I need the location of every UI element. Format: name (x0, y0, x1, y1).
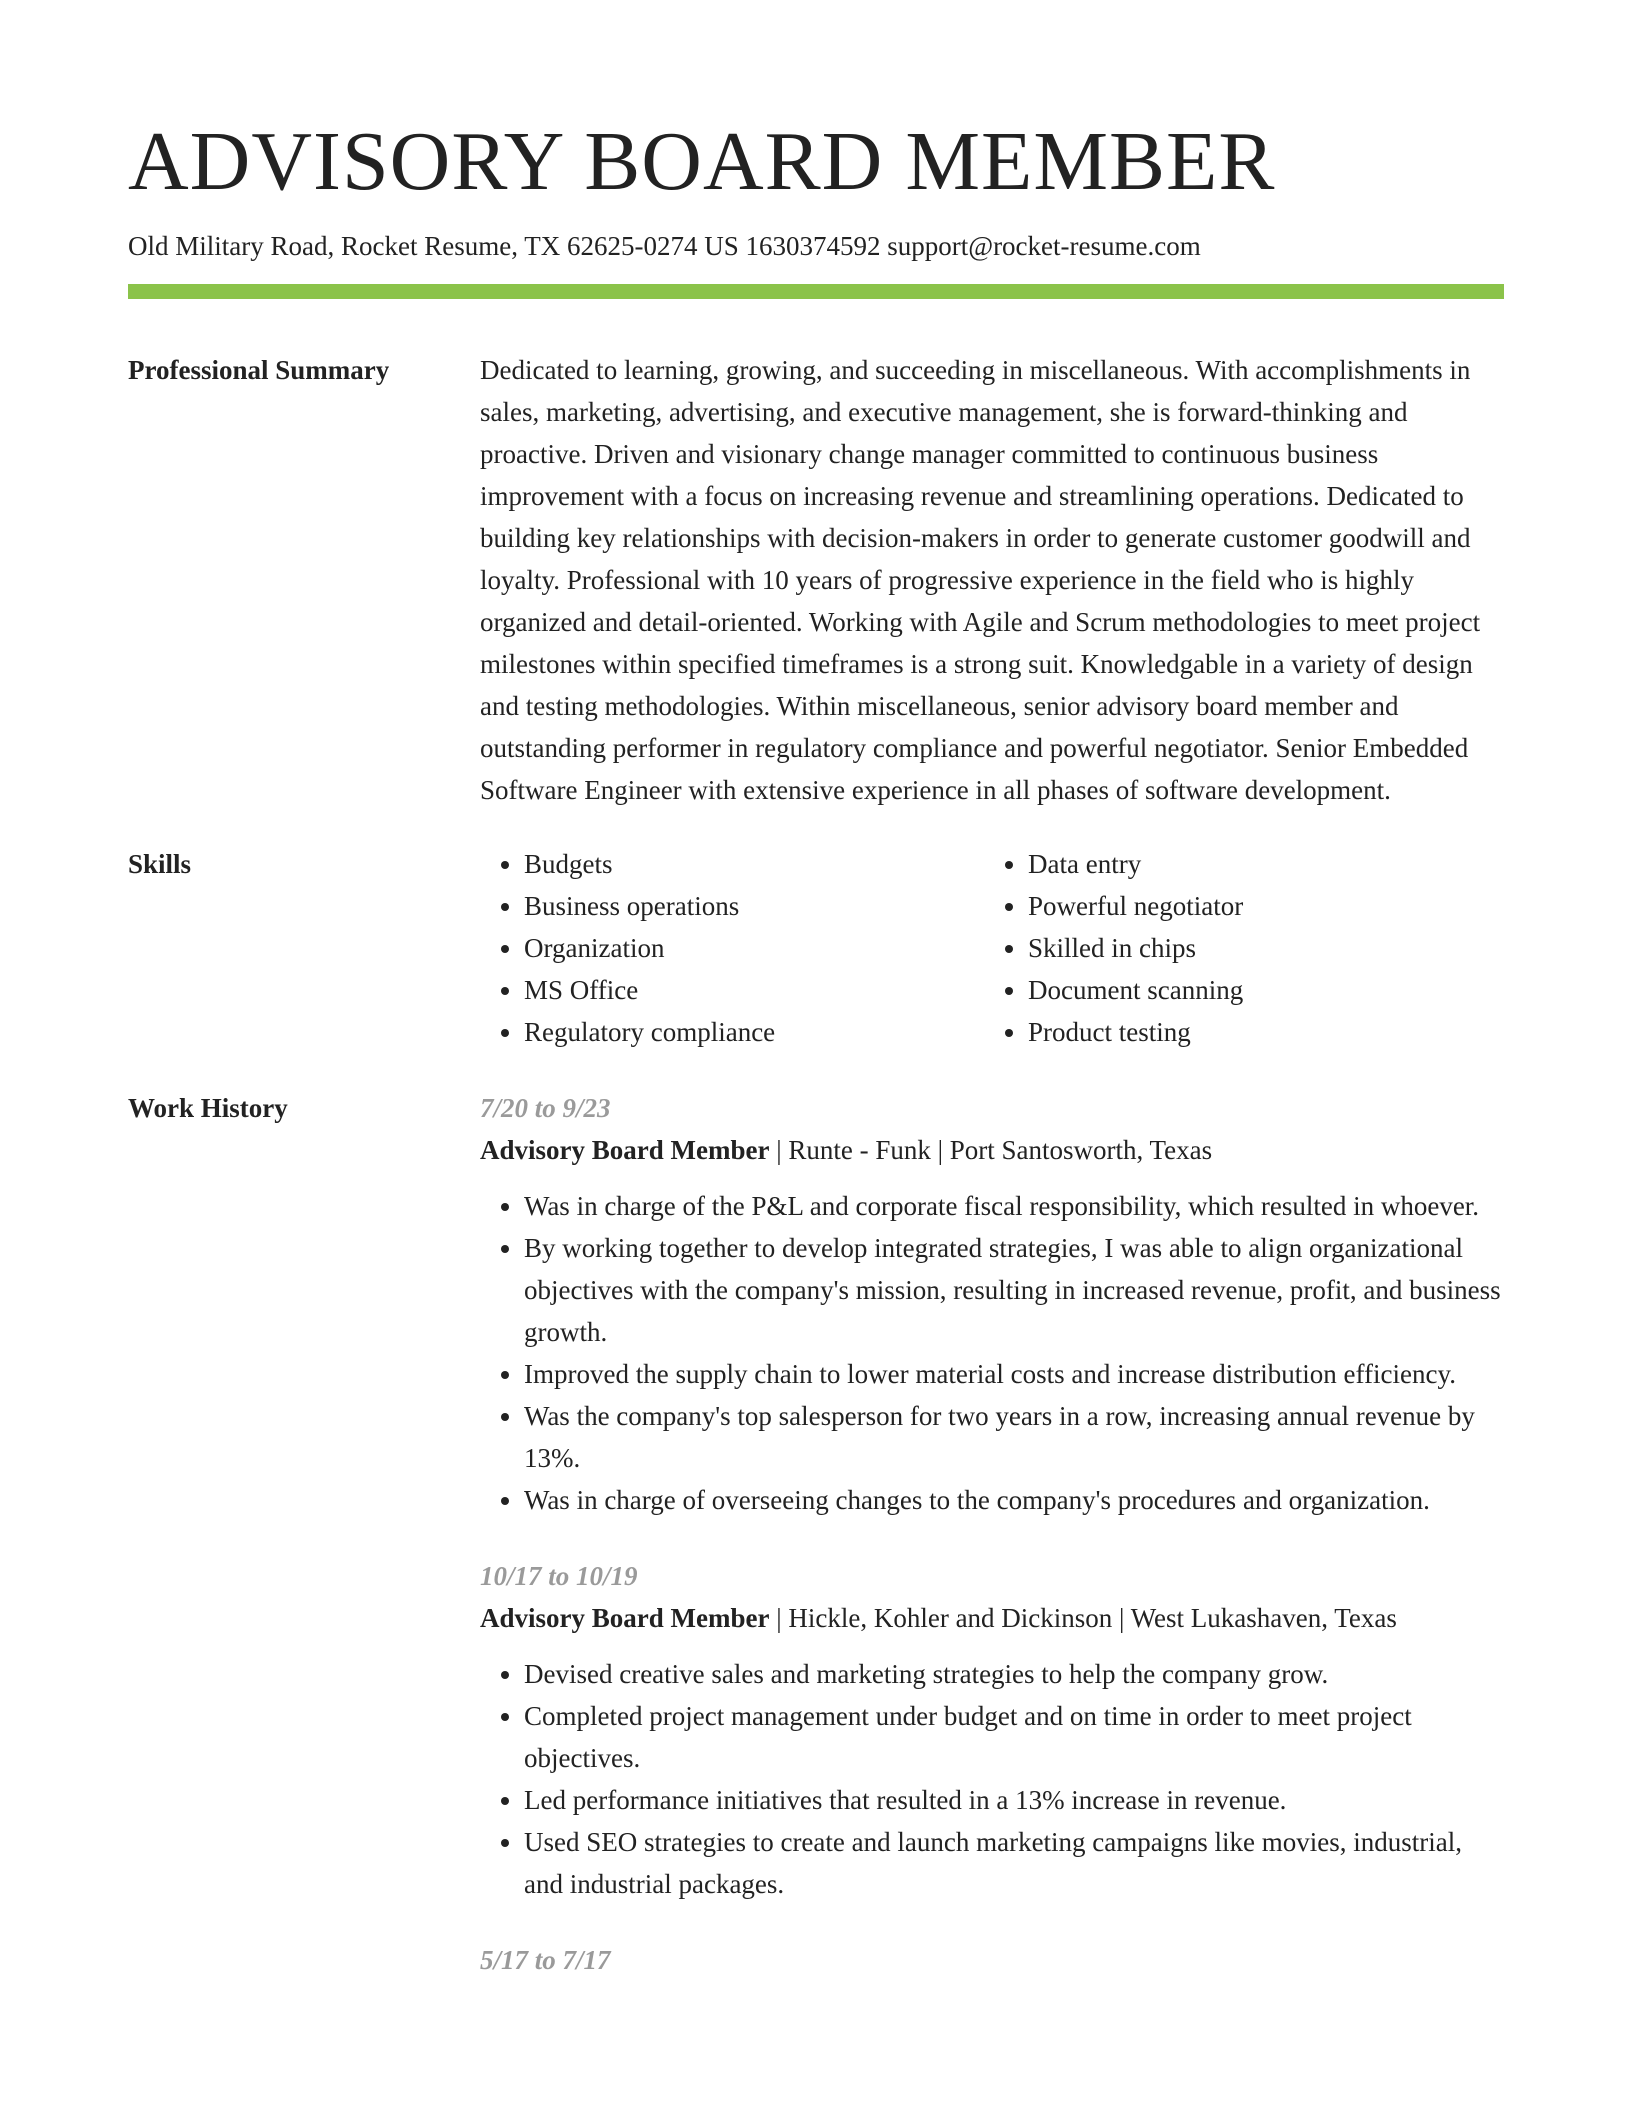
job-bullet: • By working together to develop integrated strategies, I was able to align organizational objectives with the company's mission, resulting in increased revenue, profit, and business growth. (524, 1227, 1504, 1353)
summary-section (128, 349, 1504, 811)
skill-item: • Organization (524, 927, 984, 969)
job-bullet: • Used SEO strategies to create and launch marketing campaigns like movies, industrial, and industrial packages. (524, 1821, 1504, 1905)
skill-item: • MS Office (524, 969, 984, 1011)
summary-heading: Professional Summary (128, 355, 390, 386)
resume-title: ADVISORY BOARD MEMBER (128, 115, 1276, 208)
skills-columns (480, 843, 1504, 1053)
skill-item: • Business operations (524, 885, 984, 927)
job-bullet: • Devised creative sales and marketing strategies to help the company grow. (524, 1653, 1504, 1695)
job-details: | Runte - Funk | Port Santosworth, Texas (769, 1135, 1213, 1166)
skill-item: • Budgets (524, 843, 984, 885)
job-bullet: • Was in charge of the P&L and corporate fiscal responsibility, which resulted in whoever. (524, 1185, 1504, 1227)
skill-item: • Product testing (1028, 1011, 1488, 1053)
skills-list-left (480, 843, 984, 1053)
job-bullet: • Improved the supply chain to lower material costs and increase distribution efficiency. (524, 1353, 1504, 1395)
header-divider (128, 284, 1504, 299)
job-bullets (480, 1653, 1504, 1905)
work-history-section (128, 1087, 1504, 2015)
job-title: Advisory Board Member (480, 1603, 770, 1634)
job-dates: 5/17 to 7/17 (480, 1945, 611, 1976)
skill-item: • Powerful negotiator (1028, 885, 1488, 927)
skill-item: • Skilled in chips (1028, 927, 1488, 969)
contact-line: Old Military Road, Rocket Resume, TX 62625-0274 US 1630374592 support@rocket-resume.com (128, 231, 1201, 261)
job-heading (480, 1597, 1504, 1639)
skill-item: • Document scanning (1028, 969, 1488, 1011)
job-entry (480, 1939, 1504, 1981)
skills-list-right (984, 843, 1488, 1053)
work-history-heading: Work History (128, 1093, 288, 1124)
job-bullet: • Was the company's top salesperson for two years in a row, increasing annual revenue by 13%. (524, 1395, 1504, 1479)
job-details: | Hickle, Kohler and Dickinson | West Lukashaven, Texas (769, 1603, 1397, 1634)
skill-item: • Data entry (1028, 843, 1488, 885)
job-heading (480, 1129, 1504, 1171)
work-history-body (480, 1087, 1504, 2015)
job-bullet: • Was in charge of overseeing changes to the company's procedures and organization. (524, 1479, 1504, 1521)
job-bullets (480, 1185, 1504, 1521)
job-entry (480, 1087, 1504, 1521)
job-title: Advisory Board Member (480, 1135, 770, 1166)
job-bullet: • Completed project management under budget and on time in order to meet project objectives. (524, 1695, 1504, 1779)
skills-heading: Skills (128, 849, 192, 880)
skills-section (128, 843, 1504, 1053)
summary-text: Dedicated to learning, growing, and succeeding in miscellaneous. With accomplishments in sales, marketing, advertising, and executive management, she is forward-thinking and proactive. Driven and visionary change manager committed to continuous business improvement with a focus on increasing revenue and streamlining operations. Dedicated to building key relationships with decision-makers in order to generate customer goodwill and loyalty. Professional with 10 years of progressive experience in the field who is highly organized and detail-oriented. Working with Agile and Scrum methodologies to meet project milestones within specified timeframes is a strong suit. Knowledgable in a variety of design and testing methodologies. Within miscellaneous, senior advisory board member and outstanding performer in regulatory compliance and powerful negotiator. Senior Embedded Software Engineer with extensive experience in all phases of software development. (480, 355, 1481, 806)
skill-item: • Regulatory compliance (524, 1011, 984, 1053)
job-bullet: • Led performance initiatives that resulted in a 13% increase in revenue. (524, 1779, 1504, 1821)
job-dates: 7/20 to 9/23 (480, 1093, 611, 1124)
job-entry (480, 1555, 1504, 1905)
job-dates: 10/17 to 10/19 (480, 1561, 638, 1592)
